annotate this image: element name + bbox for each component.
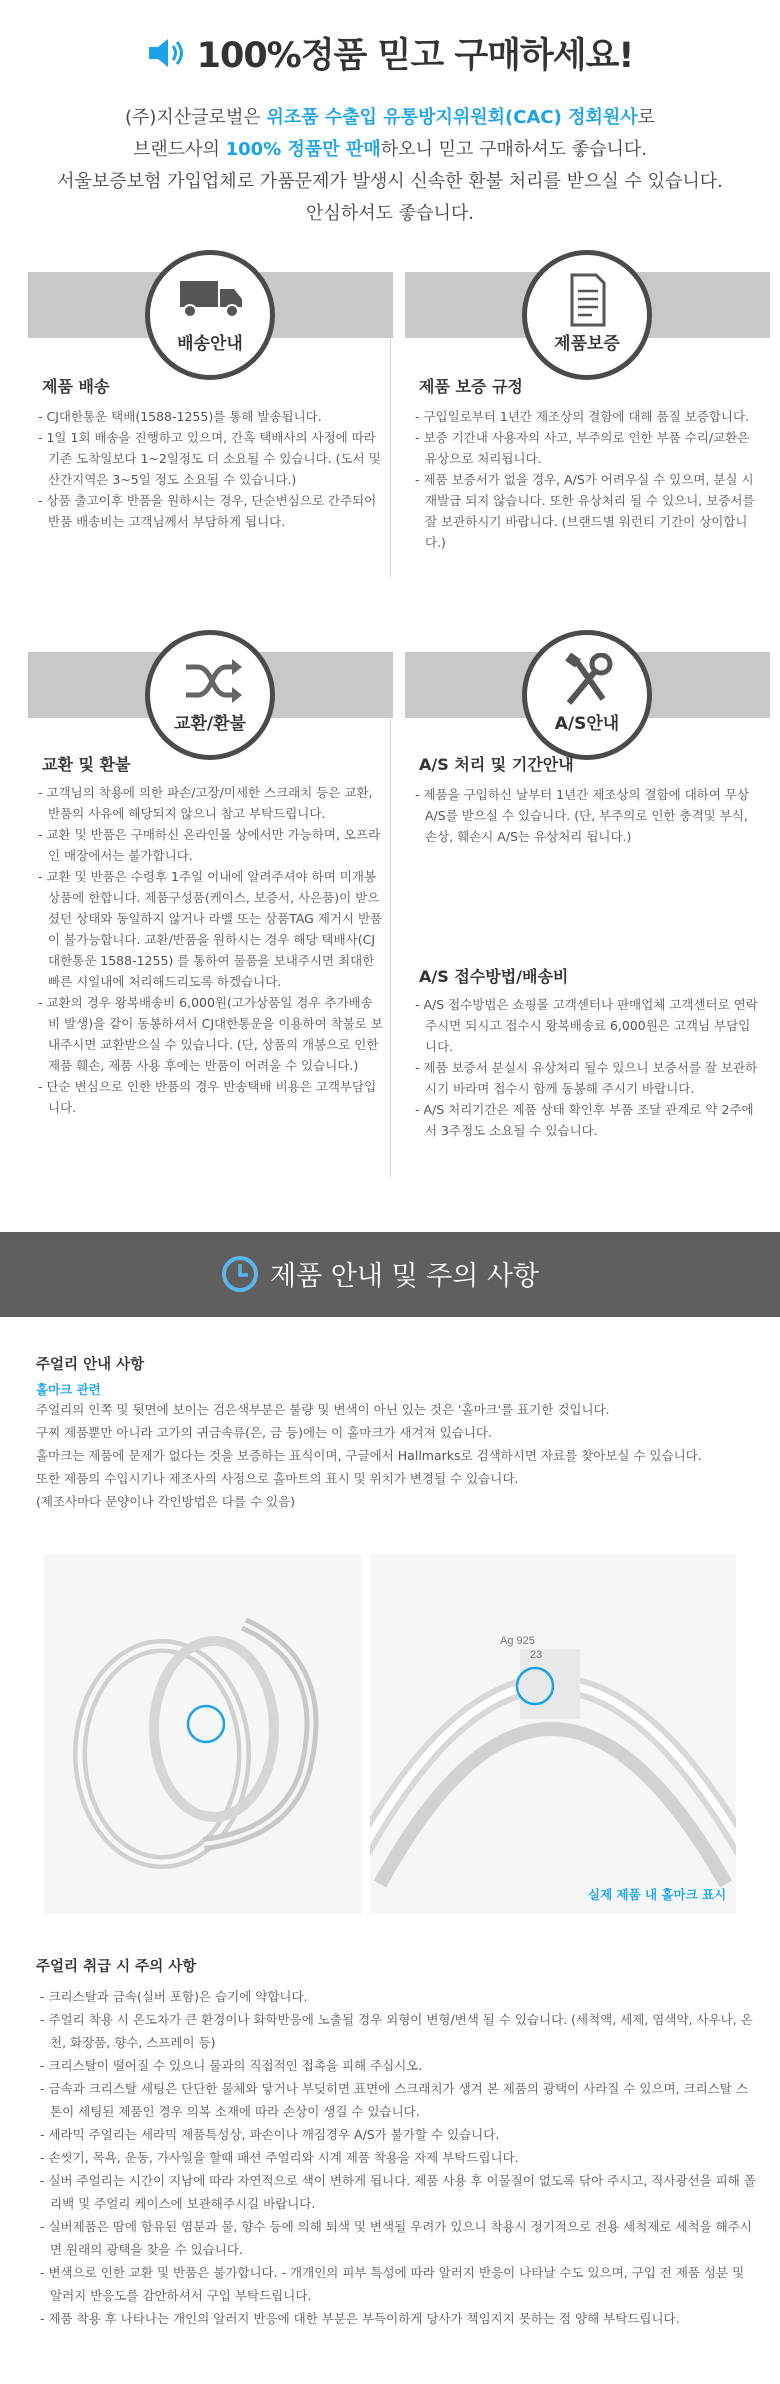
list-item: - 교환의 경우 왕복배송비 6,000원(고가상품일 경우 추가배송비 발생)을 같이 동봉하셔서 CJ대한통운을 이용하여 착불로 보내주시면 교환받으실 수 있습니다. (단, 상품의 개봉으로 인한 제품 훼손, 제품 사용 후에는 반품이 어려울 수 있습니다.) xyxy=(38,995,383,1073)
list-item: - 제품 보증서 분실시 유상처리 될수 있으니 보증서를 잘 보관하시기 바라며 접수시 함께 동봉해 주시기 바랍니다. xyxy=(415,1060,758,1096)
card-title: A/S 처리 및 기간안내 xyxy=(419,755,574,774)
page-title xyxy=(0,28,780,78)
card-title: 제품 보증 규정 xyxy=(419,377,523,396)
card-circle: 교환/환불 xyxy=(145,630,275,760)
hallmark-text: 주얼리의 인쪽 및 뒷면에 보이는 검은색부분은 불량 및 변색이 아닌 있는 것은 '홀마크'를 표기한 것입니다. 구찌 제품뿐만 아니라 고가의 귀금속류(은, 금 등)에는 이 홀마크가 새겨져 있습니다. 홀마크는 제품에 문제가 없다는 것을 보증하는 표식이며, 구글에서 Hallmarks로 검색하시면 자료를 찾아보실 수 있습니다. 또한 제품의 수입시기나 제조사의 사정으로 홀마트의 표시 및 위치가 변경될 수 있습니다. (제조사마다 문양이나 각인방법은 다를 수 있음) xyxy=(36,1402,702,1509)
section-header xyxy=(0,1232,780,1317)
card-title: 교환 및 환불 xyxy=(42,755,131,774)
care-list xyxy=(36,1985,756,2330)
as-list-2 xyxy=(411,994,761,1141)
list-item: - 단순 변심으로 인한 반품의 경우 반송택배 비용은 고객부담입니다. xyxy=(38,1079,377,1115)
column-divider xyxy=(390,652,391,1177)
clock-icon xyxy=(220,1254,260,1298)
photo-caption: 실제 제품 내 홀마크 표시 xyxy=(588,1887,727,1902)
list-item: - 고객님의 착용에 의한 파손/고장/미세한 스크래치 등은 교환, 반품의 사유에 해당되지 않으니 참고 부탁드립니다. xyxy=(38,785,373,821)
stamp-text: Ag 925 xyxy=(500,1635,535,1647)
hallmark-subtitle: 홀마크 관련 xyxy=(36,1382,101,1397)
card-title: 제품 배송 xyxy=(42,377,110,396)
section-title: 제품 안내 및 주의 사항 xyxy=(270,1261,540,1292)
truck-icon xyxy=(150,273,270,328)
shipping-list xyxy=(34,406,384,532)
warranty-list xyxy=(411,406,761,553)
list-item: - 손씻기, 목욕, 운동, 가사일을 할때 패션 주얼리와 시계 제품 착용을 자제 부탁드립니다. xyxy=(40,2150,519,2165)
list-item: - CJ대한통운 택배(1588-1255)를 통해 발송됩니다. xyxy=(38,409,322,424)
list-item: - 크리스탈이 떨어질 수 있으니 물과의 직접적인 접촉을 피해 주십시오. xyxy=(40,2058,423,2073)
list-item: - 보증 기간내 사용자의 사고, 부주의로 인한 부품 수리/교환은 유상으로 처리됩니다. xyxy=(415,430,750,466)
card-circle: 배송안내 xyxy=(145,250,275,380)
list-item: - 제품 보증서가 없을 경우, A/S가 어려우실 수 있으며, 분실 시 재발급 되지 않습니다. 또한 유상처리 될 수 있으니, 보증서를 잘 보관하시기 바랍니다. (브랜드별 워런티 기간이 상이합니다.) xyxy=(415,472,755,550)
list-item: - 크리스탈과 금속(실버 포함)은 습기에 약합니다. xyxy=(40,1989,308,2004)
list-item: - A/S 접수방법은 쇼핑몰 고객센터나 판매업체 고객센터로 연락주시면 되시고 접수시 왕복배송료 6,000원은 고객님 부담입니다. xyxy=(415,997,758,1054)
card-circle: A/S안내 xyxy=(522,630,652,760)
jewelry-title: 주얼리 안내 사항 xyxy=(36,1357,145,1373)
list-item: - 1일 1회 배송을 진행하고 있으며, 간혹 택배사의 사정에 따라 기존 도착일보다 1~2일정도 더 소요될 수 있습니다. (도서 및 산간지역은 3~5일 정도 소요될 수 있습니다.) xyxy=(38,430,381,487)
as-list xyxy=(411,784,761,847)
exchange-list xyxy=(34,782,384,1118)
exchange-arrows-icon xyxy=(150,653,270,708)
care-title: 주얼리 취급 시 주의 사항 xyxy=(36,1959,197,1975)
card-subtitle: A/S 접수방법/배송비 xyxy=(419,967,569,986)
hallmark-photo xyxy=(370,1554,736,1914)
list-item: - 주얼리 착용 시 온도차가 큰 환경이나 화학반응에 노출될 경우 외형이 변형/변색 될 수 있습니다. (세척액, 세제, 염색약, 사우나, 온천, 화장품, 향수, 스프레이 등) xyxy=(40,2012,753,2050)
list-item: - 구입일로부터 1년간 제조상의 결함에 대해 품질 보증합니다. xyxy=(415,409,750,424)
list-item: - 실버 주얼리는 시간이 지남에 따라 자연적으로 색이 변하게 됩니다. 제품 사용 후 이물질이 없도록 닦아 주시고, 직사광선을 피해 폴리백 및 주얼리 케이스에 보관해주시길 바랍니다. xyxy=(40,2173,756,2211)
list-item: - 상품 출고이후 반품을 원하시는 경우, 단순변심으로 간주되어 반품 배송비는 고객님께서 부담하게 됩니다. xyxy=(38,493,377,529)
ring-photo xyxy=(44,1554,362,1914)
list-item: - 변색으로 인한 교환 및 반품은 불가합니다. - 개개인의 피부 특성에 따라 알러지 반응이 나타날 수도 있으며, 구입 전 제품 성분 및 알러지 반응도를 감안하셔서 구입 부탁드립니다. xyxy=(40,2265,745,2303)
intro-text: (주)지산글로벌은 위조품 수출입 유통방지위원회(CAC) 정회원사로 브랜드사의 100% 정품만 판매하오니 믿고 구매하셔도 좋습니다. 서울보증보험 가입업체로 가품문제가 발생시 신속한 환불 처리를 받으실 수 있습니다. 안심하셔도 좋습니다. xyxy=(57,107,723,224)
document-icon xyxy=(527,273,647,328)
stamp-number: 23 xyxy=(530,1649,543,1661)
list-item: - 교환 및 반품은 수령후 1주일 이내에 알려주셔야 하며 미개봉 상품에 한합니다. 제품구성품(케이스, 보증서, 사은품)이 받으셨던 상태와 동일하지 않거나 라벨 또는 상품TAG 제거시 반품이 불가능합니다. 교환/반품을 원하시는 경우 해당 택배사(CJ대한통운 1588-1255) 를 통하여 물품을 보내주시면 최대한 빠른 시일내에 처리해드리도록 하겠습니다. xyxy=(38,869,383,989)
list-item: - 제품을 구입하신 날부터 1년간 제조상의 결함에 대하여 무상 A/S를 받으실 수 있습니다. (단, 부주의로 인한 충격및 부식, 손상, 훼손시 A/S는 유상처리 됩니다.) xyxy=(415,787,750,844)
list-item: - 실버제품은 땀에 함유된 염분과 물, 향수 등에 의해 퇴색 및 변색될 우려가 있으니 착용시 정기적으로 전용 세척제로 세척을 해주시면 원래의 광택을 찾을 수 있습니다. xyxy=(40,2219,752,2257)
list-item: - 제품 착용 후 나타나는 개인의 알러지 반응에 대한 부분은 부득이하게 당사가 책임지지 못하는 점 양해 부탁드립니다. xyxy=(40,2311,680,2326)
list-item: - 교환 및 반품은 구매하신 온라인몰 상에서만 가능하며, 오프라인 매장에서는 불가합니다. xyxy=(38,827,381,863)
speaker-icon xyxy=(147,37,187,78)
card-circle: 제품보증 xyxy=(522,250,652,380)
list-item: - 세라믹 주얼리는 세라믹 제품특성상, 파손이나 깨짐경우 A/S가 불가할 수 있습니다. xyxy=(40,2127,500,2142)
list-item: - 금속과 크리스탈 세팅은 단단한 물체와 닿거나 부딪히면 표면에 스크래치가 생겨 본 제품의 광택이 사라질 수 있으며, 크리스탈 스톤이 세팅된 제품인 경우 의복 소재에 따라 손상이 생길 수 있습니다. xyxy=(40,2081,748,2119)
list-item: - A/S 처리기간은 제품 상태 확인후 부품 조달 관계로 약 2주에서 3주정도 소요될 수 있습니다. xyxy=(415,1102,754,1138)
tools-icon xyxy=(527,653,647,708)
title-text: 100%정품 믿고 구매하세요! xyxy=(196,36,634,76)
